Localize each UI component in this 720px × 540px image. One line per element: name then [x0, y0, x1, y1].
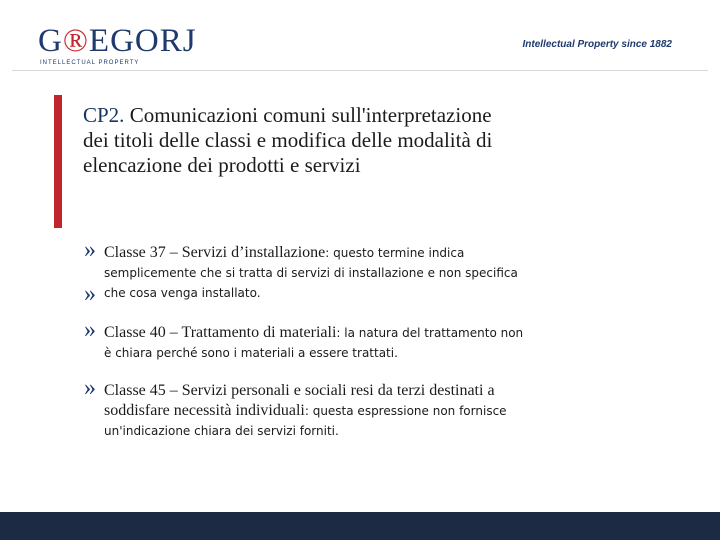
bullet-marker-icon: » — [84, 375, 96, 401]
registered-mark: ® — [62, 23, 89, 59]
title-accent-bar — [54, 95, 62, 228]
logo-wordmark: G®EGORJ — [38, 23, 197, 59]
bullet-body: : la natura del trattamento non è chiara perché sono i materiali a essere trattati. — [104, 326, 524, 360]
bullet-marker-icon: » — [84, 237, 96, 263]
bullet-heading: Classe 37 – Servizi d’installazione — [104, 244, 326, 261]
logo-subtitle: INTELLECTUAL PROPERTY — [40, 60, 140, 66]
bullet-body: : questa espressione non fornisce un'indicazione chiara dei servizi forniti. — [104, 404, 507, 438]
slide-title — [83, 103, 503, 178]
list-item — [104, 323, 534, 363]
title-text: Comunicazioni comuni sull'interpretazione dei titoli delle classi e modifica delle modalità di elencazione dei prodotti e servizi — [83, 103, 493, 177]
title-prefix: CP2. — [83, 103, 125, 127]
company-logo — [38, 24, 198, 64]
list-item — [104, 243, 534, 303]
list-item — [104, 381, 534, 441]
footer-bar — [0, 512, 720, 540]
tagline: Intellectual Property since 1882 — [522, 39, 672, 50]
bullet-heading: Classe 45 – Servizi personali e sociali resi da terzi destinati a soddisfare necessità individuali — [104, 382, 495, 419]
bullet-heading: Classe 40 – Trattamento di materiali — [104, 324, 337, 341]
bullet-body: : questo termine indica semplicemente che si tratta di servizi di installazione e non specifica che cosa venga installato. — [104, 246, 518, 300]
header-divider — [12, 70, 708, 71]
bullet-marker-icon: » — [84, 317, 96, 343]
bullet-marker-icon: » — [84, 281, 96, 307]
